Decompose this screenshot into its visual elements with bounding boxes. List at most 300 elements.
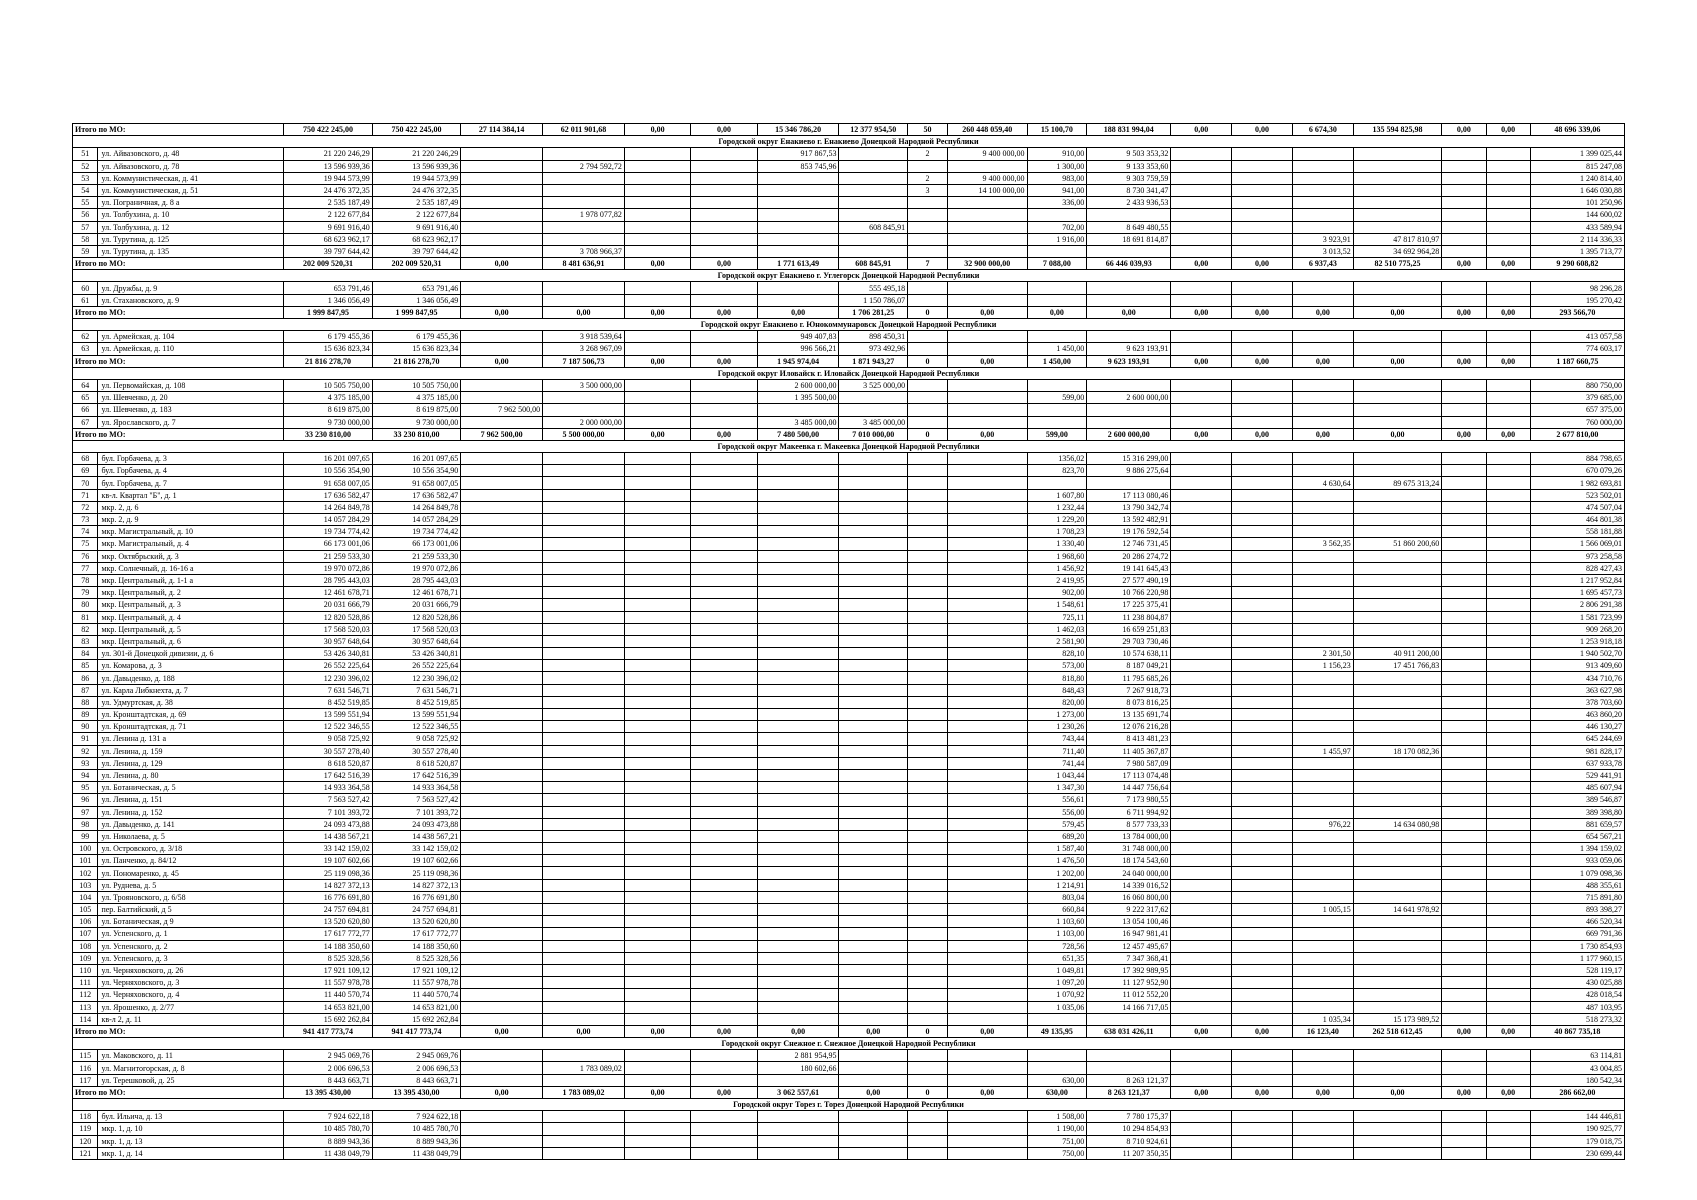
value-cell [1486, 745, 1530, 757]
value-cell [1171, 977, 1232, 989]
value-cell: 2 [908, 148, 948, 160]
value-cell [908, 550, 948, 562]
value-cell [757, 514, 839, 526]
value-cell [757, 952, 839, 964]
total-cell: 0,00 [1486, 1025, 1530, 1037]
value-cell [839, 782, 908, 794]
total-cell: 0,00 [691, 355, 757, 367]
value-cell [691, 818, 757, 830]
row-number: 82 [73, 623, 98, 635]
value-cell [908, 562, 948, 574]
value-cell [543, 879, 625, 891]
value-cell [543, 964, 625, 976]
value-cell: 1 035,34 [1292, 1013, 1353, 1025]
value-cell [1486, 160, 1530, 172]
value-cell: 8 525 328,56 [284, 952, 372, 964]
value-cell [1486, 233, 1530, 245]
value-cell [461, 453, 543, 465]
value-cell [947, 928, 1027, 940]
value-cell [757, 757, 839, 769]
value-cell: 573,00 [1027, 660, 1087, 672]
value-cell [1486, 574, 1530, 586]
table-row [73, 282, 1625, 294]
value-cell [1353, 1135, 1441, 1147]
value-cell [908, 964, 948, 976]
value-cell: 823,70 [1027, 465, 1087, 477]
value-cell [757, 404, 839, 416]
value-cell [1442, 672, 1486, 684]
value-cell: 2 433 936,53 [1087, 197, 1171, 209]
value-cell [1486, 1147, 1530, 1159]
value-cell [461, 1001, 543, 1013]
value-cell [908, 416, 948, 428]
value-cell [1232, 1123, 1293, 1135]
value-cell [908, 331, 948, 343]
value-cell: 743,44 [1027, 733, 1087, 745]
table-row [73, 660, 1625, 672]
value-cell [947, 233, 1027, 245]
value-cell [624, 794, 690, 806]
value-cell: 941,00 [1027, 184, 1087, 196]
table-row [73, 952, 1625, 964]
address-cell: мкр. 1, д. 10 [98, 1123, 284, 1135]
total-cell: 0,00 [1442, 258, 1486, 270]
value-cell [947, 1013, 1027, 1025]
value-cell [908, 1001, 948, 1013]
row-number: 56 [73, 209, 98, 221]
value-cell [908, 769, 948, 781]
value-cell [1232, 855, 1293, 867]
total-cell: 2 677 810,00 [1530, 428, 1624, 440]
total-cell: 7 962 500,00 [461, 428, 543, 440]
value-cell: 487 103,95 [1530, 1001, 1624, 1013]
value-cell [1171, 1062, 1232, 1074]
total-cell: 0,00 [461, 306, 543, 318]
value-cell [461, 526, 543, 538]
row-number: 96 [73, 794, 98, 806]
value-cell [461, 904, 543, 916]
total-cell: 7 010 000,00 [839, 428, 908, 440]
value-cell [1486, 709, 1530, 721]
value-cell [1486, 562, 1530, 574]
value-cell [543, 1074, 625, 1086]
value-cell [1232, 331, 1293, 343]
table-row [73, 404, 1625, 416]
value-cell [1353, 550, 1441, 562]
total-cell: 202 009 520,31 [372, 258, 460, 270]
value-cell [1292, 404, 1353, 416]
value-cell [757, 209, 839, 221]
value-cell: 12 457 495,67 [1087, 940, 1171, 952]
value-cell [1232, 964, 1293, 976]
value-cell [947, 843, 1027, 855]
value-cell: 413 057,58 [1530, 331, 1624, 343]
value-cell: 8 889 943,36 [372, 1135, 460, 1147]
row-number: 84 [73, 648, 98, 660]
value-cell [543, 1147, 625, 1159]
value-cell: 19 141 645,43 [1087, 562, 1171, 574]
total-cell: 0,00 [1171, 1025, 1232, 1037]
value-cell: 2 419,95 [1027, 574, 1087, 586]
value-cell: 1 783 089,02 [543, 1062, 625, 1074]
value-cell [1353, 977, 1441, 989]
value-cell [624, 294, 690, 306]
value-cell [757, 221, 839, 233]
value-cell [1442, 733, 1486, 745]
value-cell [1292, 1050, 1353, 1062]
value-cell [1232, 1111, 1293, 1123]
value-cell: 9 503 353,32 [1087, 148, 1171, 160]
value-cell [839, 709, 908, 721]
value-cell [1232, 1135, 1293, 1147]
value-cell [1171, 453, 1232, 465]
value-cell [543, 940, 625, 952]
value-cell [1442, 696, 1486, 708]
value-cell [461, 221, 543, 233]
value-cell: 26 552 225,64 [284, 660, 372, 672]
value-cell: 7 780 175,37 [1087, 1111, 1171, 1123]
value-cell [908, 940, 948, 952]
value-cell [1442, 245, 1486, 257]
value-cell: 9 400 000,00 [947, 172, 1027, 184]
value-cell [543, 733, 625, 745]
value-cell: 39 797 644,42 [284, 245, 372, 257]
value-cell [624, 1123, 690, 1135]
value-cell [908, 782, 948, 794]
value-cell: 12 461 678,71 [372, 587, 460, 599]
total-cell: 33 230 810,00 [372, 428, 460, 440]
value-cell [908, 916, 948, 928]
table-row [73, 696, 1625, 708]
value-cell [1353, 197, 1441, 209]
value-cell [1486, 489, 1530, 501]
row-number: 112 [73, 989, 98, 1001]
total-row [73, 124, 1625, 136]
value-cell [1486, 343, 1530, 355]
value-cell [1171, 757, 1232, 769]
value-cell [1292, 855, 1353, 867]
value-cell [757, 818, 839, 830]
table-row [73, 977, 1625, 989]
row-number: 76 [73, 550, 98, 562]
value-cell [1353, 611, 1441, 623]
value-cell: 880 750,00 [1530, 379, 1624, 391]
value-cell [624, 453, 690, 465]
value-cell: 3 708 966,37 [543, 245, 625, 257]
address-cell: ул. Магнитогорская, д. 8 [98, 1062, 284, 1074]
value-cell [1171, 172, 1232, 184]
value-cell [624, 379, 690, 391]
value-cell: 20 286 274,72 [1087, 550, 1171, 562]
value-cell: 16 947 981,41 [1087, 928, 1171, 940]
table-row [73, 587, 1625, 599]
total-cell: 0,00 [1486, 258, 1530, 270]
value-cell: 27 577 490,19 [1087, 574, 1171, 586]
value-cell: 523 502,01 [1530, 489, 1624, 501]
value-cell: 15 692 262,84 [372, 1013, 460, 1025]
value-cell: 30 957 648,64 [284, 635, 372, 647]
value-cell [757, 574, 839, 586]
value-cell [1353, 1123, 1441, 1135]
value-cell [839, 696, 908, 708]
value-cell [691, 721, 757, 733]
total-cell: 0,00 [1171, 124, 1232, 136]
table-row [73, 830, 1625, 842]
value-cell [757, 1013, 839, 1025]
value-cell [757, 465, 839, 477]
address-cell: ул. Черняховского, д. 3 [98, 977, 284, 989]
total-cell: 32 900 000,00 [947, 258, 1027, 270]
value-cell [624, 538, 690, 550]
row-number: 66 [73, 404, 98, 416]
value-cell [1353, 855, 1441, 867]
value-cell: 1 695 457,73 [1530, 587, 1624, 599]
value-cell [839, 648, 908, 660]
row-number: 111 [73, 977, 98, 989]
value-cell [757, 294, 839, 306]
value-cell [1353, 416, 1441, 428]
value-cell [1442, 392, 1486, 404]
value-cell: 53 426 340,81 [284, 648, 372, 660]
value-cell [1171, 1111, 1232, 1123]
value-cell [1232, 696, 1293, 708]
value-cell [947, 1050, 1027, 1062]
value-cell [1486, 221, 1530, 233]
value-cell [1232, 1147, 1293, 1159]
value-cell [691, 465, 757, 477]
total-cell: 9 623 193,91 [1087, 355, 1171, 367]
value-cell: 40 911 200,00 [1353, 648, 1441, 660]
value-cell: 1 070,92 [1027, 989, 1087, 1001]
value-cell [1171, 1123, 1232, 1135]
value-cell: 34 692 964,28 [1353, 245, 1441, 257]
value-cell [691, 940, 757, 952]
total-cell: 48 696 339,06 [1530, 124, 1624, 136]
value-cell [757, 721, 839, 733]
value-cell: 66 173 001,06 [372, 538, 460, 550]
value-cell [1442, 879, 1486, 891]
table-row [73, 1013, 1625, 1025]
value-cell [1353, 221, 1441, 233]
total-cell: 1 999 847,95 [372, 306, 460, 318]
value-cell [691, 660, 757, 672]
value-cell: 3 [908, 184, 948, 196]
value-cell [839, 1062, 908, 1074]
value-cell [691, 172, 757, 184]
value-cell: 1 202,00 [1027, 867, 1087, 879]
value-cell [1486, 331, 1530, 343]
value-cell [908, 977, 948, 989]
value-cell [1232, 843, 1293, 855]
value-cell [1486, 648, 1530, 660]
total-cell: 630,00 [1027, 1086, 1087, 1098]
value-cell: 463 860,20 [1530, 709, 1624, 721]
value-cell [1292, 952, 1353, 964]
total-cell: 0 [908, 306, 948, 318]
value-cell: 848,43 [1027, 684, 1087, 696]
value-cell: 2 600 000,00 [1087, 392, 1171, 404]
value-cell [1486, 392, 1530, 404]
value-cell [947, 209, 1027, 221]
value-cell [757, 855, 839, 867]
row-number: 75 [73, 538, 98, 550]
value-cell [624, 1050, 690, 1062]
value-cell: 3 485 000,00 [757, 416, 839, 428]
value-cell [757, 879, 839, 891]
total-label: Итого по МО: [73, 124, 284, 136]
value-cell [1292, 526, 1353, 538]
total-cell: 0,00 [1486, 355, 1530, 367]
value-cell: 884 798,65 [1530, 453, 1624, 465]
row-number: 63 [73, 343, 98, 355]
value-cell: 14 438 567,21 [372, 830, 460, 842]
value-cell: 750,00 [1027, 1147, 1087, 1159]
value-cell [757, 806, 839, 818]
value-cell [543, 1123, 625, 1135]
value-cell: 2 301,50 [1292, 648, 1353, 660]
value-cell [757, 709, 839, 721]
total-cell: 0,00 [947, 1086, 1027, 1098]
value-cell [624, 282, 690, 294]
value-cell: 28 795 443,03 [284, 574, 372, 586]
value-cell [543, 843, 625, 855]
value-cell [1353, 453, 1441, 465]
section-header-row [73, 319, 1625, 331]
value-cell: 24 757 694,81 [284, 904, 372, 916]
value-cell [1486, 891, 1530, 903]
value-cell [691, 1123, 757, 1135]
value-cell [543, 404, 625, 416]
value-cell [757, 830, 839, 842]
value-cell [947, 867, 1027, 879]
value-cell [1171, 648, 1232, 660]
value-cell: 1 394 159,02 [1530, 843, 1624, 855]
value-cell [691, 696, 757, 708]
value-cell [1292, 1001, 1353, 1013]
value-cell [757, 782, 839, 794]
value-cell: 1 708,23 [1027, 526, 1087, 538]
value-cell: 1 230,26 [1027, 721, 1087, 733]
value-cell [691, 648, 757, 660]
value-cell [908, 404, 948, 416]
value-cell [1486, 514, 1530, 526]
value-cell: 24 093 473,88 [372, 818, 460, 830]
value-cell [839, 501, 908, 513]
value-cell [1027, 209, 1087, 221]
row-number: 97 [73, 806, 98, 818]
value-cell [1353, 879, 1441, 891]
value-cell [461, 782, 543, 794]
value-cell [908, 1074, 948, 1086]
value-cell: 1 300,00 [1027, 160, 1087, 172]
value-cell: 8 889 943,36 [284, 1135, 372, 1147]
value-cell [543, 648, 625, 660]
value-cell [908, 282, 948, 294]
total-cell: 5 500 000,00 [543, 428, 625, 440]
row-number: 60 [73, 282, 98, 294]
row-number: 102 [73, 867, 98, 879]
value-cell [1486, 1062, 1530, 1074]
value-cell: 11 438 049,79 [284, 1147, 372, 1159]
value-cell: 428 018,54 [1530, 989, 1624, 1001]
address-cell: кв-л 2, д. 11 [98, 1013, 284, 1025]
value-cell: 608 845,91 [839, 221, 908, 233]
total-cell: 7 [908, 258, 948, 270]
value-cell: 7 267 918,73 [1087, 684, 1171, 696]
value-cell [1171, 1135, 1232, 1147]
value-cell [757, 1111, 839, 1123]
value-cell [1292, 964, 1353, 976]
value-cell: 2 006 696,53 [284, 1062, 372, 1074]
total-cell: 0,00 [461, 355, 543, 367]
value-cell [1486, 794, 1530, 806]
value-cell [1353, 782, 1441, 794]
value-cell [691, 977, 757, 989]
value-cell [839, 562, 908, 574]
value-cell [1292, 1062, 1353, 1074]
value-cell [1171, 611, 1232, 623]
total-cell: 6 937,43 [1292, 258, 1353, 270]
row-number: 91 [73, 733, 98, 745]
value-cell [543, 574, 625, 586]
value-cell [543, 148, 625, 160]
value-cell [1171, 928, 1232, 940]
value-cell [757, 648, 839, 660]
value-cell [947, 855, 1027, 867]
total-cell: 0,00 [1353, 1086, 1441, 1098]
value-cell: 180 602,66 [757, 1062, 839, 1074]
value-cell [839, 757, 908, 769]
address-cell: ул. Армейская, д. 104 [98, 331, 284, 343]
value-cell [839, 635, 908, 647]
value-cell [1232, 1013, 1293, 1025]
row-number: 109 [73, 952, 98, 964]
value-cell: 3 562,35 [1292, 538, 1353, 550]
value-cell [947, 891, 1027, 903]
value-cell [624, 501, 690, 513]
value-cell [543, 611, 625, 623]
row-number: 120 [73, 1135, 98, 1147]
value-cell [757, 1147, 839, 1159]
value-cell: 1 330,40 [1027, 538, 1087, 550]
value-cell: 101 250,96 [1530, 197, 1624, 209]
address-cell: ул. Ярославского, д. 7 [98, 416, 284, 428]
value-cell [908, 197, 948, 209]
value-cell [908, 891, 948, 903]
value-cell: 2 794 592,72 [543, 160, 625, 172]
row-number: 108 [73, 940, 98, 952]
value-cell: 8 649 480,55 [1087, 221, 1171, 233]
value-cell: 913 409,60 [1530, 660, 1624, 672]
value-cell [839, 843, 908, 855]
table-row [73, 794, 1625, 806]
value-cell: 558 181,88 [1530, 526, 1624, 538]
value-cell [1353, 623, 1441, 635]
value-cell [947, 660, 1027, 672]
row-number: 114 [73, 1013, 98, 1025]
value-cell: 434 710,76 [1530, 672, 1624, 684]
value-cell [1486, 660, 1530, 672]
total-cell: 0,00 [1442, 1025, 1486, 1037]
value-cell [1171, 733, 1232, 745]
value-cell: 66 173 001,06 [284, 538, 372, 550]
value-cell: 43 004,85 [1530, 1062, 1624, 1074]
value-cell [1171, 197, 1232, 209]
value-cell [1353, 830, 1441, 842]
value-cell: 11 207 350,35 [1087, 1147, 1171, 1159]
value-cell [908, 379, 948, 391]
value-cell: 8 413 481,23 [1087, 733, 1171, 745]
